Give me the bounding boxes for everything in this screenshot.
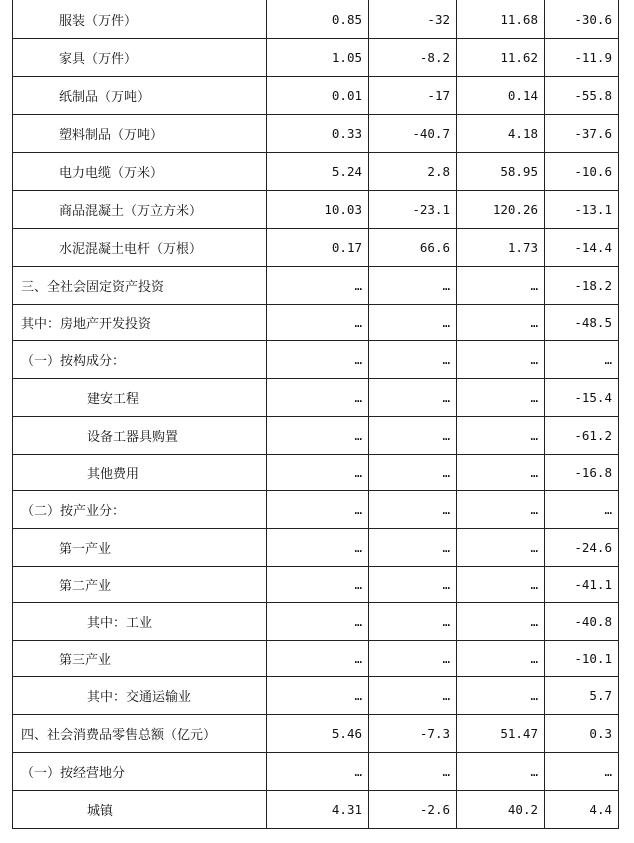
row-label: 其中：房地产开发投资 — [13, 305, 267, 341]
value-cell: -40.7 — [369, 115, 457, 153]
value-cell: … — [267, 529, 369, 567]
value-cell: … — [457, 491, 545, 529]
table-row — [13, 417, 619, 455]
table-row — [13, 153, 619, 191]
value-cell: … — [369, 305, 457, 341]
row-label: 其他费用 — [13, 455, 267, 491]
table-row — [13, 39, 619, 77]
value-cell: -17 — [369, 77, 457, 115]
table-row — [13, 491, 619, 529]
value-cell: … — [457, 529, 545, 567]
value-cell: -32 — [369, 0, 457, 39]
value-cell: 0.14 — [457, 77, 545, 115]
table-row — [13, 529, 619, 567]
row-label: 四、社会消费品零售总额（亿元） — [13, 715, 267, 753]
value-cell: … — [457, 753, 545, 791]
value-cell: -55.8 — [545, 77, 619, 115]
value-cell: -16.8 — [545, 455, 619, 491]
value-cell: … — [369, 753, 457, 791]
value-cell: 2.8 — [369, 153, 457, 191]
value-cell: … — [457, 417, 545, 455]
row-label: 其中：交通运输业 — [13, 677, 267, 715]
value-cell: 120.26 — [457, 191, 545, 229]
row-label: 第三产业 — [13, 641, 267, 677]
row-label: （二）按产业分： — [13, 491, 267, 529]
value-cell: -41.1 — [545, 567, 619, 603]
value-cell: … — [457, 305, 545, 341]
table-row — [13, 341, 619, 379]
value-cell: 4.4 — [545, 791, 619, 829]
value-cell: -10.1 — [545, 641, 619, 677]
value-cell: 5.24 — [267, 153, 369, 191]
row-label: 设备工器具购置 — [13, 417, 267, 455]
value-cell: … — [267, 567, 369, 603]
value-cell: … — [369, 455, 457, 491]
value-cell: … — [369, 379, 457, 417]
value-cell: -10.6 — [545, 153, 619, 191]
value-cell: 0.17 — [267, 229, 369, 267]
row-label: 三、全社会固定资产投资 — [13, 267, 267, 305]
value-cell: … — [267, 379, 369, 417]
row-label: 电力电缆（万米） — [13, 153, 267, 191]
value-cell: … — [369, 267, 457, 305]
value-cell: 1.05 — [267, 39, 369, 77]
value-cell: … — [457, 603, 545, 641]
row-label: 城镇 — [13, 791, 267, 829]
value-cell: 0.85 — [267, 0, 369, 39]
value-cell: -2.6 — [369, 791, 457, 829]
value-cell: 58.95 — [457, 153, 545, 191]
value-cell: … — [267, 603, 369, 641]
table-row — [13, 305, 619, 341]
value-cell: -37.6 — [545, 115, 619, 153]
table-row — [13, 641, 619, 677]
value-cell: … — [267, 491, 369, 529]
value-cell: -61.2 — [545, 417, 619, 455]
value-cell: -11.9 — [545, 39, 619, 77]
value-cell: … — [267, 455, 369, 491]
row-label: （一）按构成分： — [13, 341, 267, 379]
value-cell: … — [457, 341, 545, 379]
table-row — [13, 77, 619, 115]
row-label: 建安工程 — [13, 379, 267, 417]
value-cell: … — [457, 677, 545, 715]
row-label: 家具（万件） — [13, 39, 267, 77]
table-row — [13, 603, 619, 641]
value-cell: … — [457, 567, 545, 603]
table-row — [13, 753, 619, 791]
value-cell: -13.1 — [545, 191, 619, 229]
value-cell: 0.3 — [545, 715, 619, 753]
value-cell: … — [545, 753, 619, 791]
value-cell: -8.2 — [369, 39, 457, 77]
value-cell: … — [545, 491, 619, 529]
value-cell: … — [369, 603, 457, 641]
value-cell: 4.18 — [457, 115, 545, 153]
value-cell: … — [267, 753, 369, 791]
row-label: 塑料制品（万吨） — [13, 115, 267, 153]
value-cell: 51.47 — [457, 715, 545, 753]
table-row — [13, 115, 619, 153]
value-cell: -15.4 — [545, 379, 619, 417]
value-cell: 5.7 — [545, 677, 619, 715]
row-label: 其中：工业 — [13, 603, 267, 641]
table-row — [13, 677, 619, 715]
value-cell: -24.6 — [545, 529, 619, 567]
value-cell: … — [267, 677, 369, 715]
value-cell: … — [457, 455, 545, 491]
value-cell: 40.2 — [457, 791, 545, 829]
row-label: 水泥混凝土电杆（万根） — [13, 229, 267, 267]
value-cell: … — [267, 417, 369, 455]
value-cell: -48.5 — [545, 305, 619, 341]
table-row — [13, 229, 619, 267]
value-cell: … — [267, 305, 369, 341]
value-cell: -7.3 — [369, 715, 457, 753]
value-cell: … — [545, 341, 619, 379]
statistics-table — [12, 0, 619, 829]
value-cell: … — [369, 491, 457, 529]
value-cell: -30.6 — [545, 0, 619, 39]
value-cell: … — [457, 379, 545, 417]
table-row — [13, 0, 619, 39]
value-cell: … — [369, 341, 457, 379]
table-row — [13, 791, 619, 829]
row-label: 纸制品（万吨） — [13, 77, 267, 115]
value-cell: 5.46 — [267, 715, 369, 753]
value-cell: 0.01 — [267, 77, 369, 115]
value-cell: … — [369, 567, 457, 603]
value-cell: 4.31 — [267, 791, 369, 829]
value-cell: … — [369, 529, 457, 567]
value-cell: … — [369, 641, 457, 677]
value-cell: … — [369, 417, 457, 455]
value-cell: 10.03 — [267, 191, 369, 229]
value-cell: -14.4 — [545, 229, 619, 267]
value-cell: … — [267, 641, 369, 677]
value-cell: … — [457, 641, 545, 677]
row-label: 服装（万件） — [13, 0, 267, 39]
value-cell: 1.73 — [457, 229, 545, 267]
value-cell: 11.62 — [457, 39, 545, 77]
value-cell: -23.1 — [369, 191, 457, 229]
value-cell: 66.6 — [369, 229, 457, 267]
table-row — [13, 191, 619, 229]
row-label: （一）按经营地分 — [13, 753, 267, 791]
row-label: 商品混凝土（万立方米） — [13, 191, 267, 229]
table-row — [13, 267, 619, 305]
value-cell: … — [267, 267, 369, 305]
table-row — [13, 379, 619, 417]
value-cell: 0.33 — [267, 115, 369, 153]
row-label: 第一产业 — [13, 529, 267, 567]
table-row — [13, 715, 619, 753]
value-cell: -18.2 — [545, 267, 619, 305]
table-row — [13, 455, 619, 491]
value-cell: 11.68 — [457, 0, 545, 39]
value-cell: -40.8 — [545, 603, 619, 641]
value-cell: … — [457, 267, 545, 305]
row-label: 第二产业 — [13, 567, 267, 603]
value-cell: … — [369, 677, 457, 715]
value-cell: … — [267, 341, 369, 379]
table-row — [13, 567, 619, 603]
